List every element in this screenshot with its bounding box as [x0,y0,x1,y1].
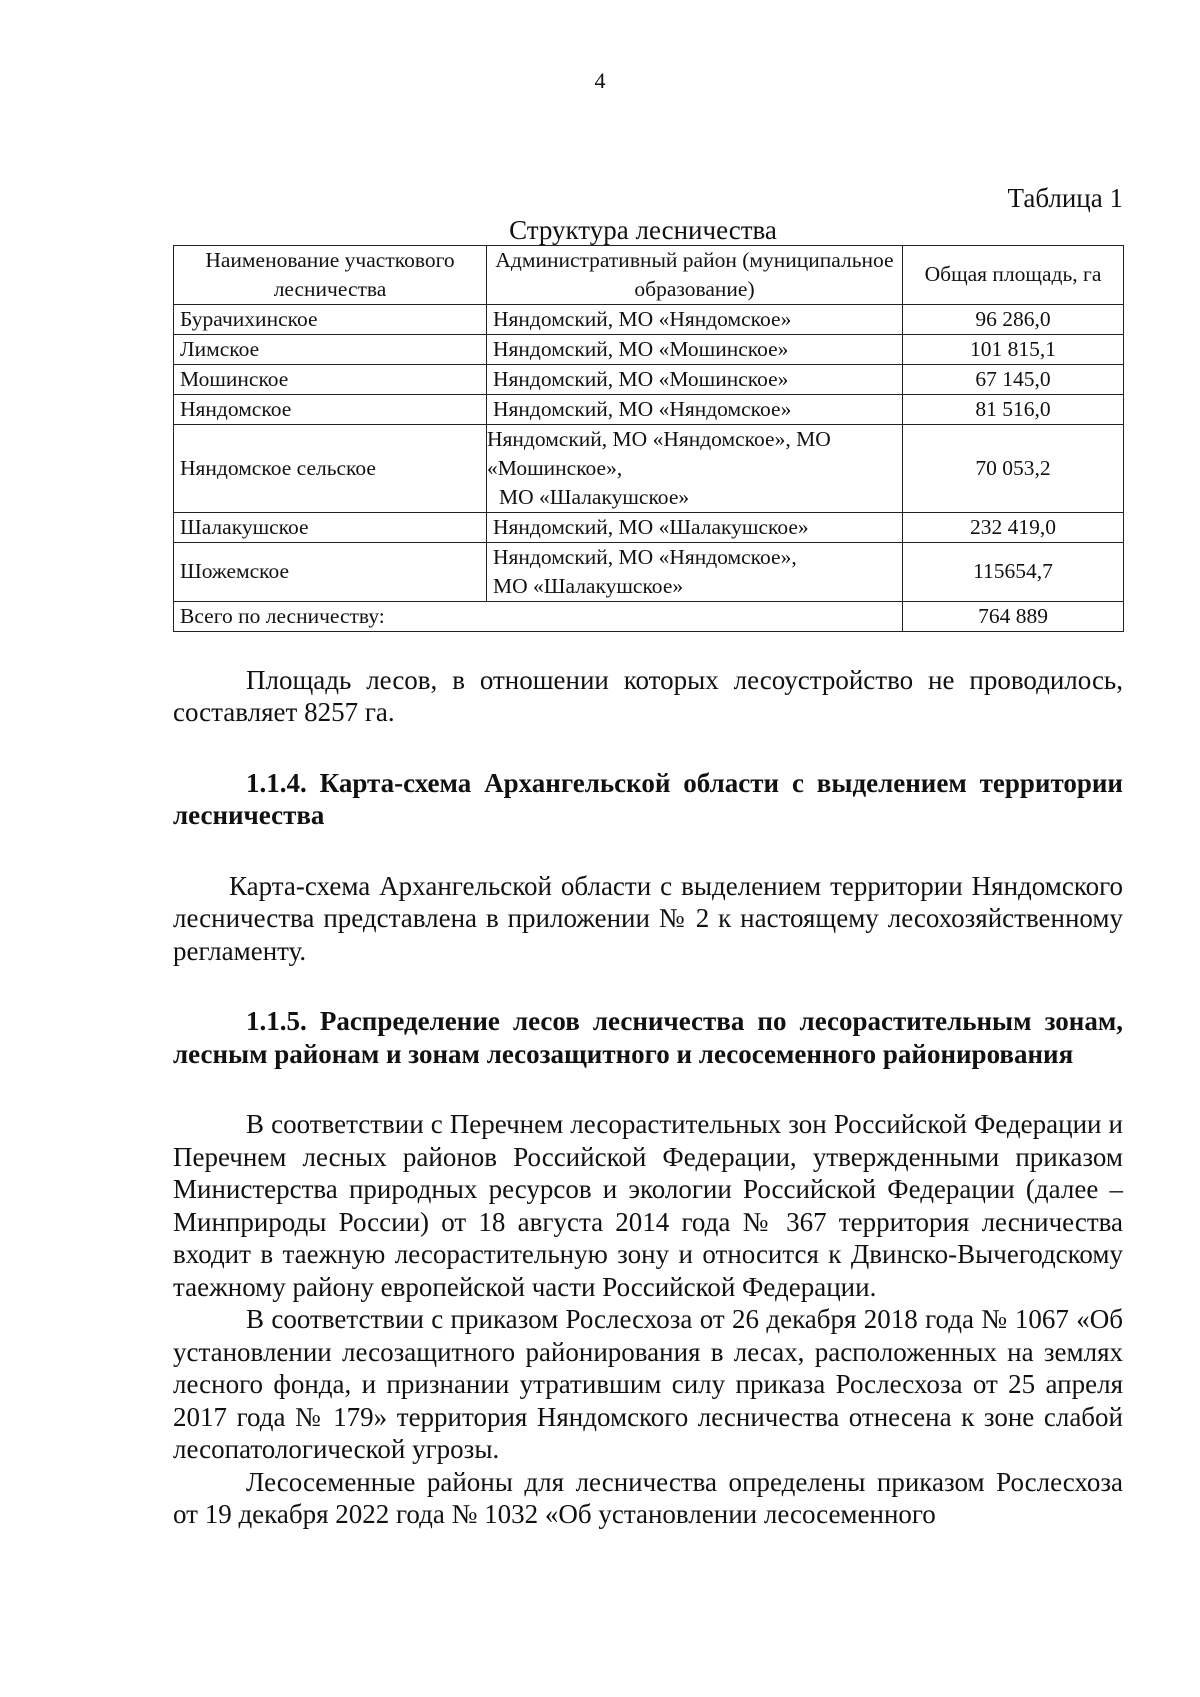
table-row [174,512,1124,542]
paragraph-seed-regions: Лесосеменные районы для лесничества определены приказом Рослесхоза от 19 декабря 2022 года № 1032 «Об установлении лесосеменного [173,1466,1123,1529]
paragraph-forest-zones: В соответствии с Перечнем лесорастительных зон Российской Федерации и Перечнем лесных районов Российской Федерации, утвержденными приказом Министерства природных ресурсов и экологии Российской Федерации (далее – Минприроды России) от 18 августа 2014 года № 367 территория лесничества входит в таежную лесорастительную зону и относится к Двинско-Вычегодскому таежному району европейской части Российской Федерации. [173,1109,1123,1302]
table-header-row [174,245,1124,304]
section-heading-1-1-4: 1.1.4. Карта-схема Архангельской области с выделением территории лесничества [173,767,1123,830]
cell-area: 81 516,0 [903,394,1124,424]
paragraph-unsurveyed-area: Площадь лесов, в отношении которых лесоустройство не проводилось, составляет 8257 га. [173,664,1123,727]
district-line: МО «Шалакушское» [493,573,684,598]
forestry-structure-table [173,245,1124,632]
table-title: Структура лесничества [509,214,777,245]
cell-area: 232 419,0 [903,512,1124,542]
table-row [174,542,1124,601]
total-value: 764 889 [903,601,1124,631]
column-header: Административный район (муниципальное образование) [487,245,903,304]
cell-name: Шалакушское [174,512,487,542]
cell-area: 115654,7 [903,542,1124,601]
cell-district: Няндомский, МО «Мошинское» [487,364,903,394]
cell-name: Шожемское [174,542,487,601]
district-line: Няндомский, МО «Няндомское», [493,544,797,569]
cell-district [487,424,903,512]
column-header: Общая площадь, га [903,245,1124,304]
table-row [174,304,1124,334]
cell-district [487,542,903,601]
district-line: «Мошинское», [487,455,623,480]
cell-district: Няндомский, МО «Мошинское» [487,334,903,364]
table-row [174,364,1124,394]
cell-area: 96 286,0 [903,304,1124,334]
cell-district: Няндомский, МО «Шалакушское» [487,512,903,542]
table-total-row [174,601,1124,631]
district-line: Няндомский, МО «Няндомское», МО [487,426,831,451]
document-body [173,182,1123,1531]
paragraph-forest-protection: В соответствии с приказом Рослесхоза от 26 декабря 2018 года № 1067 «Об установлении лесозащитного районирования в лесах, расположенных на землях лесного фонда, и признании утратившим силу приказа Рослесхоза от 25 апреля 2017 года № 179» территория Няндомского лесничества отнесена к зоне слабой лесопатологической угрозы. [173,1304,1123,1464]
cell-name: Бурачихинское [174,304,487,334]
table-caption: Таблица 1 [1007,183,1123,213]
cell-area: 101 815,1 [903,334,1124,364]
cell-district: Няндомский, МО «Няндомское» [487,394,903,424]
section-heading-1-1-5: 1.1.5. Распределение лесов лесничества по лесорастительным зонам, лесным районам и зонам лесозащитного и лесосеменного районирования [173,1006,1123,1069]
cell-area: 67 145,0 [903,364,1124,394]
column-header: Наименование участкового лесничества [174,245,487,304]
paragraph-map-scheme: Карта-схема Архангельской области с выделением территории Няндомского лесничества представлена в приложении № 2 к настоящему лесохозяйственному регламенту. [173,870,1123,966]
district-line: МО «Шалакушское» [499,484,690,509]
cell-name: Няндомское [174,394,487,424]
table-row [174,424,1124,512]
cell-district: Няндомский, МО «Няндомское» [487,304,903,334]
total-label: Всего по лесничеству: [174,601,903,631]
cell-name: Лимское [174,334,487,364]
cell-area: 70 053,2 [903,424,1124,512]
table-row [174,394,1124,424]
page-number: 4 [594,68,606,93]
cell-name: Няндомское сельское [174,424,487,512]
cell-name: Мошинское [174,364,487,394]
table-row [174,334,1124,364]
